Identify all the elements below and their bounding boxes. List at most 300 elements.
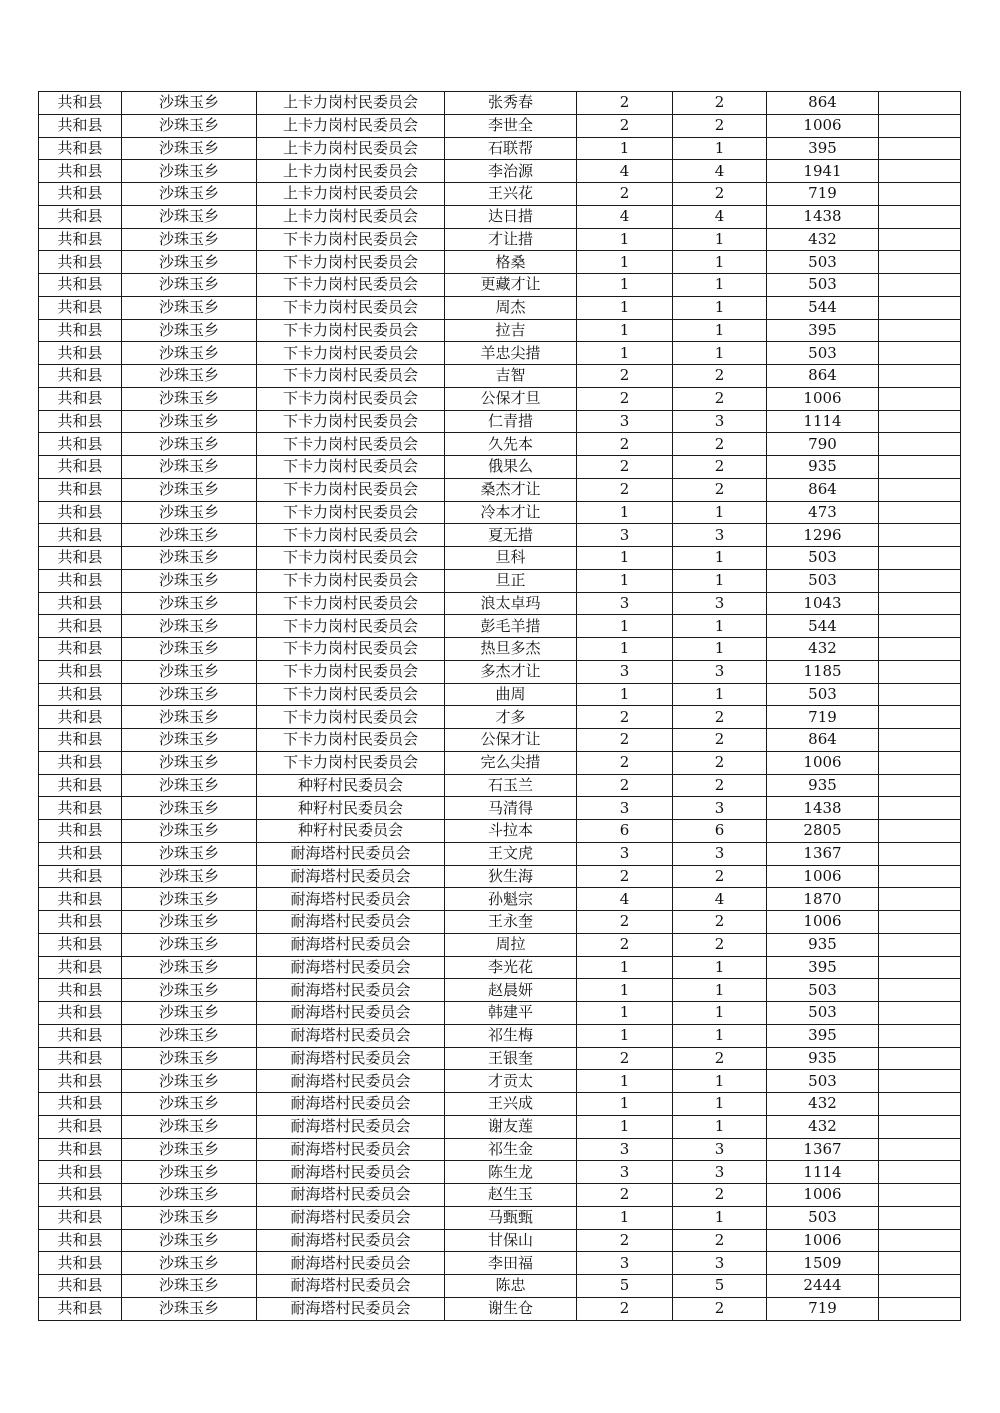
remark-cell <box>879 137 961 160</box>
covered-persons-cell: 2 <box>673 729 767 752</box>
covered-persons-cell: 1 <box>673 274 767 297</box>
covered-persons-cell: 2 <box>673 365 767 388</box>
remark-cell <box>879 1024 961 1047</box>
recipient-name-cell: 王永奎 <box>445 911 577 934</box>
amount-cell: 503 <box>767 547 879 570</box>
household-size-cell: 1 <box>577 228 673 251</box>
county-cell: 共和县 <box>39 1024 122 1047</box>
township-cell: 沙珠玉乡 <box>122 501 257 524</box>
covered-persons-cell: 1 <box>673 342 767 365</box>
county-cell: 共和县 <box>39 865 122 888</box>
recipient-name-cell: 仁青措 <box>445 410 577 433</box>
table-row <box>39 365 961 388</box>
remark-cell <box>879 729 961 752</box>
table-row <box>39 1161 961 1184</box>
county-cell: 共和县 <box>39 1252 122 1275</box>
amount-cell: 1006 <box>767 114 879 137</box>
amount-cell: 544 <box>767 615 879 638</box>
recipient-name-cell: 公保才旦 <box>445 387 577 410</box>
covered-persons-cell: 1 <box>673 251 767 274</box>
county-cell: 共和县 <box>39 274 122 297</box>
village-committee-cell: 下卡力岗村民委员会 <box>257 478 445 501</box>
table-row <box>39 1047 961 1070</box>
village-committee-cell: 耐海塔村民委员会 <box>257 1275 445 1298</box>
covered-persons-cell: 1 <box>673 137 767 160</box>
covered-persons-cell: 1 <box>673 319 767 342</box>
remark-cell <box>879 1275 961 1298</box>
township-cell: 沙珠玉乡 <box>122 478 257 501</box>
household-size-cell: 3 <box>577 842 673 865</box>
amount-cell: 503 <box>767 342 879 365</box>
township-cell: 沙珠玉乡 <box>122 1115 257 1138</box>
county-cell: 共和县 <box>39 1138 122 1161</box>
household-size-cell: 2 <box>577 1229 673 1252</box>
township-cell: 沙珠玉乡 <box>122 774 257 797</box>
remark-cell <box>879 1047 961 1070</box>
amount-cell: 935 <box>767 774 879 797</box>
township-cell: 沙珠玉乡 <box>122 114 257 137</box>
township-cell: 沙珠玉乡 <box>122 820 257 843</box>
household-size-cell: 2 <box>577 114 673 137</box>
county-cell: 共和县 <box>39 387 122 410</box>
remark-cell <box>879 1297 961 1320</box>
recipient-name-cell: 斗拉本 <box>445 820 577 843</box>
township-cell: 沙珠玉乡 <box>122 1002 257 1025</box>
recipient-name-cell: 张秀春 <box>445 92 577 115</box>
village-committee-cell: 下卡力岗村民委员会 <box>257 387 445 410</box>
covered-persons-cell: 1 <box>673 956 767 979</box>
table-row <box>39 1070 961 1093</box>
household-size-cell: 2 <box>577 751 673 774</box>
household-size-cell: 3 <box>577 660 673 683</box>
table-row <box>39 1024 961 1047</box>
household-size-cell: 2 <box>577 92 673 115</box>
household-size-cell: 2 <box>577 433 673 456</box>
village-committee-cell: 上卡力岗村民委员会 <box>257 137 445 160</box>
village-committee-cell: 耐海塔村民委员会 <box>257 1047 445 1070</box>
village-committee-cell: 耐海塔村民委员会 <box>257 911 445 934</box>
remark-cell <box>879 592 961 615</box>
county-cell: 共和县 <box>39 797 122 820</box>
table-row <box>39 592 961 615</box>
village-committee-cell: 耐海塔村民委员会 <box>257 1002 445 1025</box>
remark-cell <box>879 160 961 183</box>
covered-persons-cell: 3 <box>673 842 767 865</box>
recipient-name-cell: 才让措 <box>445 228 577 251</box>
county-cell: 共和县 <box>39 888 122 911</box>
township-cell: 沙珠玉乡 <box>122 797 257 820</box>
table-row <box>39 228 961 251</box>
village-committee-cell: 下卡力岗村民委员会 <box>257 501 445 524</box>
county-cell: 共和县 <box>39 911 122 934</box>
covered-persons-cell: 1 <box>673 1024 767 1047</box>
village-committee-cell: 耐海塔村民委员会 <box>257 1093 445 1116</box>
county-cell: 共和县 <box>39 342 122 365</box>
county-cell: 共和县 <box>39 638 122 661</box>
county-cell: 共和县 <box>39 979 122 1002</box>
remark-cell <box>879 501 961 524</box>
township-cell: 沙珠玉乡 <box>122 979 257 1002</box>
county-cell: 共和县 <box>39 1229 122 1252</box>
covered-persons-cell: 2 <box>673 911 767 934</box>
remark-cell <box>879 1229 961 1252</box>
remark-cell <box>879 92 961 115</box>
household-size-cell: 3 <box>577 524 673 547</box>
household-size-cell: 1 <box>577 1070 673 1093</box>
recipient-name-cell: 多杰才让 <box>445 660 577 683</box>
township-cell: 沙珠玉乡 <box>122 456 257 479</box>
amount-cell: 503 <box>767 1206 879 1229</box>
township-cell: 沙珠玉乡 <box>122 1252 257 1275</box>
amount-cell: 864 <box>767 729 879 752</box>
household-size-cell: 1 <box>577 1002 673 1025</box>
amount-cell: 2805 <box>767 820 879 843</box>
remark-cell <box>879 387 961 410</box>
table-row <box>39 751 961 774</box>
township-cell: 沙珠玉乡 <box>122 1138 257 1161</box>
covered-persons-cell: 2 <box>673 774 767 797</box>
county-cell: 共和县 <box>39 251 122 274</box>
amount-cell: 864 <box>767 92 879 115</box>
amount-cell: 719 <box>767 706 879 729</box>
covered-persons-cell: 2 <box>673 1297 767 1320</box>
county-cell: 共和县 <box>39 365 122 388</box>
household-size-cell: 5 <box>577 1275 673 1298</box>
county-cell: 共和县 <box>39 820 122 843</box>
household-size-cell: 2 <box>577 387 673 410</box>
amount-cell: 395 <box>767 1024 879 1047</box>
covered-persons-cell: 2 <box>673 456 767 479</box>
covered-persons-cell: 4 <box>673 205 767 228</box>
amount-cell: 503 <box>767 1002 879 1025</box>
township-cell: 沙珠玉乡 <box>122 1275 257 1298</box>
covered-persons-cell: 5 <box>673 1275 767 1298</box>
covered-persons-cell: 1 <box>673 1115 767 1138</box>
table-row <box>39 1297 961 1320</box>
amount-cell: 473 <box>767 501 879 524</box>
table-row <box>39 842 961 865</box>
amount-cell: 503 <box>767 569 879 592</box>
amount-cell: 503 <box>767 979 879 1002</box>
amount-cell: 1006 <box>767 865 879 888</box>
amount-cell: 503 <box>767 251 879 274</box>
remark-cell <box>879 842 961 865</box>
covered-persons-cell: 1 <box>673 1093 767 1116</box>
covered-persons-cell: 4 <box>673 888 767 911</box>
township-cell: 沙珠玉乡 <box>122 660 257 683</box>
county-cell: 共和县 <box>39 751 122 774</box>
table-row <box>39 251 961 274</box>
remark-cell <box>879 888 961 911</box>
amount-cell: 395 <box>767 956 879 979</box>
amount-cell: 2444 <box>767 1275 879 1298</box>
table-row <box>39 1138 961 1161</box>
household-size-cell: 2 <box>577 911 673 934</box>
table-row <box>39 524 961 547</box>
covered-persons-cell: 3 <box>673 1252 767 1275</box>
recipient-name-cell: 旦正 <box>445 569 577 592</box>
recipient-name-cell: 韩建平 <box>445 1002 577 1025</box>
amount-cell: 1114 <box>767 410 879 433</box>
household-size-cell: 2 <box>577 729 673 752</box>
township-cell: 沙珠玉乡 <box>122 205 257 228</box>
recipient-name-cell: 旦科 <box>445 547 577 570</box>
remark-cell <box>879 979 961 1002</box>
amount-cell: 1006 <box>767 387 879 410</box>
table-row <box>39 387 961 410</box>
amount-cell: 1870 <box>767 888 879 911</box>
village-committee-cell: 下卡力岗村民委员会 <box>257 660 445 683</box>
recipient-name-cell: 祁生梅 <box>445 1024 577 1047</box>
table-row <box>39 274 961 297</box>
household-size-cell: 1 <box>577 1093 673 1116</box>
village-committee-cell: 下卡力岗村民委员会 <box>257 524 445 547</box>
remark-cell <box>879 1093 961 1116</box>
village-committee-cell: 耐海塔村民委员会 <box>257 1024 445 1047</box>
recipient-name-cell: 完么尖措 <box>445 751 577 774</box>
household-size-cell: 1 <box>577 1206 673 1229</box>
table-row <box>39 137 961 160</box>
covered-persons-cell: 2 <box>673 183 767 206</box>
household-size-cell: 1 <box>577 251 673 274</box>
township-cell: 沙珠玉乡 <box>122 592 257 615</box>
county-cell: 共和县 <box>39 1070 122 1093</box>
township-cell: 沙珠玉乡 <box>122 615 257 638</box>
remark-cell <box>879 205 961 228</box>
covered-persons-cell: 1 <box>673 683 767 706</box>
county-cell: 共和县 <box>39 1297 122 1320</box>
household-size-cell: 2 <box>577 865 673 888</box>
village-committee-cell: 耐海塔村民委员会 <box>257 1115 445 1138</box>
township-cell: 沙珠玉乡 <box>122 1047 257 1070</box>
table-row <box>39 547 961 570</box>
covered-persons-cell: 2 <box>673 1184 767 1207</box>
amount-cell: 719 <box>767 1297 879 1320</box>
remark-cell <box>879 911 961 934</box>
table-row <box>39 1093 961 1116</box>
remark-cell <box>879 751 961 774</box>
amount-cell: 1296 <box>767 524 879 547</box>
amount-cell: 395 <box>767 319 879 342</box>
village-committee-cell: 上卡力岗村民委员会 <box>257 205 445 228</box>
county-cell: 共和县 <box>39 114 122 137</box>
covered-persons-cell: 1 <box>673 615 767 638</box>
covered-persons-cell: 3 <box>673 410 767 433</box>
covered-persons-cell: 1 <box>673 1070 767 1093</box>
amount-cell: 1006 <box>767 1184 879 1207</box>
household-size-cell: 4 <box>577 205 673 228</box>
amount-cell: 1006 <box>767 751 879 774</box>
household-size-cell: 1 <box>577 1024 673 1047</box>
village-committee-cell: 下卡力岗村民委员会 <box>257 296 445 319</box>
recipient-name-cell: 赵晨妍 <box>445 979 577 1002</box>
remark-cell <box>879 274 961 297</box>
township-cell: 沙珠玉乡 <box>122 547 257 570</box>
covered-persons-cell: 1 <box>673 1002 767 1025</box>
township-cell: 沙珠玉乡 <box>122 933 257 956</box>
remark-cell <box>879 1070 961 1093</box>
household-size-cell: 1 <box>577 547 673 570</box>
recipient-name-cell: 才贡太 <box>445 1070 577 1093</box>
recipient-name-cell: 谢友莲 <box>445 1115 577 1138</box>
table-row <box>39 456 961 479</box>
recipient-name-cell: 桑杰才让 <box>445 478 577 501</box>
county-cell: 共和县 <box>39 228 122 251</box>
recipient-name-cell: 格桑 <box>445 251 577 274</box>
recipient-name-cell: 王银奎 <box>445 1047 577 1070</box>
village-committee-cell: 下卡力岗村民委员会 <box>257 274 445 297</box>
table-row <box>39 1184 961 1207</box>
covered-persons-cell: 3 <box>673 524 767 547</box>
county-cell: 共和县 <box>39 410 122 433</box>
household-size-cell: 3 <box>577 1161 673 1184</box>
village-committee-cell: 下卡力岗村民委员会 <box>257 706 445 729</box>
table-row <box>39 888 961 911</box>
remark-cell <box>879 1252 961 1275</box>
table-row <box>39 1229 961 1252</box>
household-size-cell: 1 <box>577 956 673 979</box>
covered-persons-cell: 2 <box>673 1229 767 1252</box>
township-cell: 沙珠玉乡 <box>122 274 257 297</box>
township-cell: 沙珠玉乡 <box>122 956 257 979</box>
recipient-name-cell: 才多 <box>445 706 577 729</box>
recipient-name-cell: 周拉 <box>445 933 577 956</box>
county-cell: 共和县 <box>39 296 122 319</box>
remark-cell <box>879 183 961 206</box>
table-row <box>39 205 961 228</box>
remark-cell <box>879 365 961 388</box>
amount-cell: 432 <box>767 1093 879 1116</box>
amount-cell: 790 <box>767 433 879 456</box>
village-committee-cell: 上卡力岗村民委员会 <box>257 183 445 206</box>
remark-cell <box>879 774 961 797</box>
county-cell: 共和县 <box>39 433 122 456</box>
remark-cell <box>879 114 961 137</box>
household-size-cell: 1 <box>577 342 673 365</box>
amount-cell: 1438 <box>767 797 879 820</box>
amount-cell: 395 <box>767 137 879 160</box>
covered-persons-cell: 1 <box>673 979 767 1002</box>
township-cell: 沙珠玉乡 <box>122 1093 257 1116</box>
table-row <box>39 729 961 752</box>
remark-cell <box>879 319 961 342</box>
recipient-name-cell: 冷本才让 <box>445 501 577 524</box>
remark-cell <box>879 706 961 729</box>
table-row <box>39 1206 961 1229</box>
household-size-cell: 1 <box>577 569 673 592</box>
village-committee-cell: 耐海塔村民委员会 <box>257 842 445 865</box>
household-size-cell: 1 <box>577 501 673 524</box>
covered-persons-cell: 3 <box>673 592 767 615</box>
remark-cell <box>879 1184 961 1207</box>
village-committee-cell: 耐海塔村民委员会 <box>257 1161 445 1184</box>
amount-cell: 1438 <box>767 205 879 228</box>
county-cell: 共和县 <box>39 729 122 752</box>
covered-persons-cell: 3 <box>673 1161 767 1184</box>
covered-persons-cell: 2 <box>673 92 767 115</box>
table-row <box>39 1275 961 1298</box>
table-row <box>39 92 961 115</box>
table-row <box>39 160 961 183</box>
covered-persons-cell: 1 <box>673 296 767 319</box>
remark-cell <box>879 933 961 956</box>
recipient-name-cell: 浪太卓玛 <box>445 592 577 615</box>
table-row <box>39 319 961 342</box>
table-row <box>39 820 961 843</box>
table-row <box>39 478 961 501</box>
remark-cell <box>879 820 961 843</box>
recipient-name-cell: 陈生龙 <box>445 1161 577 1184</box>
township-cell: 沙珠玉乡 <box>122 911 257 934</box>
recipient-name-cell: 马甄甄 <box>445 1206 577 1229</box>
county-cell: 共和县 <box>39 683 122 706</box>
household-size-cell: 2 <box>577 365 673 388</box>
county-cell: 共和县 <box>39 183 122 206</box>
table-row <box>39 183 961 206</box>
village-committee-cell: 上卡力岗村民委员会 <box>257 114 445 137</box>
township-cell: 沙珠玉乡 <box>122 1184 257 1207</box>
county-cell: 共和县 <box>39 592 122 615</box>
village-committee-cell: 下卡力岗村民委员会 <box>257 342 445 365</box>
village-committee-cell: 下卡力岗村民委员会 <box>257 592 445 615</box>
table-row <box>39 114 961 137</box>
household-size-cell: 1 <box>577 296 673 319</box>
covered-persons-cell: 2 <box>673 933 767 956</box>
covered-persons-cell: 2 <box>673 114 767 137</box>
township-cell: 沙珠玉乡 <box>122 1206 257 1229</box>
township-cell: 沙珠玉乡 <box>122 319 257 342</box>
village-committee-cell: 下卡力岗村民委员会 <box>257 569 445 592</box>
remark-cell <box>879 433 961 456</box>
village-committee-cell: 下卡力岗村民委员会 <box>257 410 445 433</box>
household-size-cell: 2 <box>577 706 673 729</box>
county-cell: 共和县 <box>39 842 122 865</box>
covered-persons-cell: 2 <box>673 433 767 456</box>
county-cell: 共和县 <box>39 615 122 638</box>
township-cell: 沙珠玉乡 <box>122 1297 257 1320</box>
household-size-cell: 2 <box>577 1047 673 1070</box>
amount-cell: 1367 <box>767 1138 879 1161</box>
recipient-name-cell: 拉吉 <box>445 319 577 342</box>
beneficiary-table <box>38 91 961 1321</box>
county-cell: 共和县 <box>39 501 122 524</box>
remark-cell <box>879 1002 961 1025</box>
village-committee-cell: 耐海塔村民委员会 <box>257 956 445 979</box>
covered-persons-cell: 1 <box>673 228 767 251</box>
table-row <box>39 569 961 592</box>
household-size-cell: 2 <box>577 1184 673 1207</box>
table-row <box>39 797 961 820</box>
amount-cell: 503 <box>767 683 879 706</box>
household-size-cell: 1 <box>577 979 673 1002</box>
recipient-name-cell: 王兴成 <box>445 1093 577 1116</box>
recipient-name-cell: 谢生仓 <box>445 1297 577 1320</box>
recipient-name-cell: 陈忠 <box>445 1275 577 1298</box>
household-size-cell: 1 <box>577 137 673 160</box>
county-cell: 共和县 <box>39 569 122 592</box>
township-cell: 沙珠玉乡 <box>122 433 257 456</box>
table-row <box>39 933 961 956</box>
recipient-name-cell: 石玉兰 <box>445 774 577 797</box>
village-committee-cell: 种籽村民委员会 <box>257 774 445 797</box>
amount-cell: 864 <box>767 478 879 501</box>
household-size-cell: 1 <box>577 683 673 706</box>
village-committee-cell: 下卡力岗村民委员会 <box>257 638 445 661</box>
amount-cell: 503 <box>767 274 879 297</box>
recipient-name-cell: 李世全 <box>445 114 577 137</box>
village-committee-cell: 下卡力岗村民委员会 <box>257 228 445 251</box>
township-cell: 沙珠玉乡 <box>122 706 257 729</box>
